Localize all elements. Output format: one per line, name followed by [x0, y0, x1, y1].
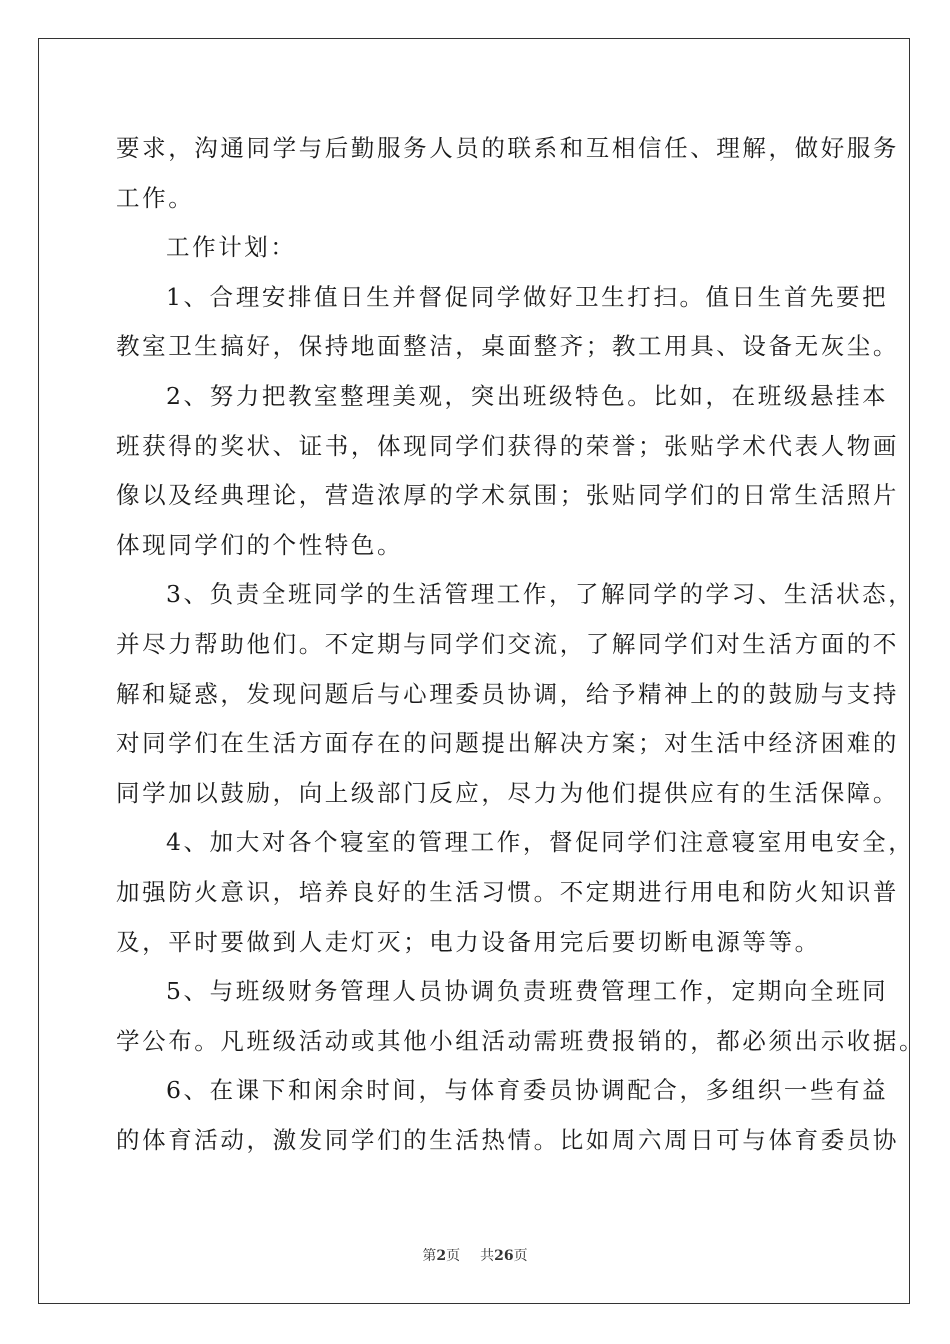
text-line: 加强防火意识，培养良好的生活习惯。不定期进行用电和防火知识普	[116, 877, 899, 906]
text-line: 及，平时要做到人走灯灭；电力设备用完后要切断电源等等。	[116, 927, 821, 956]
text-line: 工作。	[116, 183, 195, 212]
text-line: 像以及经典理论，营造浓厚的学术氛围；张贴同学们的日常生活照片	[116, 481, 899, 510]
text-line: 对同学们在生活方面存在的问题提出解决方案；对生活中经济困难的	[116, 729, 899, 758]
text-line: 教室卫生搞好，保持地面整洁，桌面整齐；教工用具、设备无灰尘。	[116, 332, 899, 361]
text-line: 体现同学们的个性特色。	[116, 530, 404, 559]
text-line: 班获得的奖状、证书，体现同学们获得的荣誉；张贴学术代表人物画	[116, 431, 899, 460]
text-line: 4、加大对各个寝室的管理工作，督促同学们注意寝室用电安全，	[166, 828, 915, 857]
document-body	[116, 124, 926, 1165]
page-footer	[0, 1245, 950, 1265]
text-line: 并尽力帮助他们。不定期与同学们交流，了解同学们对生活方面的不	[116, 629, 899, 658]
text-line: 2、努力把教室整理美观，突出班级特色。比如，在班级悬挂本	[166, 381, 889, 410]
text-line: 学公布。凡班级活动或其他小组活动需班费报销的，都必须出示收据。	[116, 1026, 926, 1055]
text-line: 5、与班级财务管理人员协调负责班费管理工作，定期向全班同	[166, 977, 889, 1006]
text-line: 的体育活动，激发同学们的生活热情。比如周六周日可与体育委员协	[116, 1125, 899, 1154]
text-line: 1、合理安排值日生并督促同学做好卫生打扫。值日生首先要把	[166, 282, 889, 311]
text-line: 工作计划：	[166, 233, 297, 262]
text-line: 同学加以鼓励，向上级部门反应，尽力为他们提供应有的生活保障。	[116, 778, 899, 807]
text-line: 3、负责全班同学的生活管理工作，了解同学的学习、生活状态，	[166, 580, 915, 609]
page-total-label: 共26页	[480, 1248, 528, 1264]
text-line: 要求，沟通同学与后勤服务人员的联系和互相信任、理解，做好服务	[116, 134, 899, 162]
page-number-label: 第2页	[422, 1248, 461, 1264]
text-line: 解和疑惑，发现问题后与心理委员协调，给予精神上的的鼓励与支持	[116, 679, 899, 708]
text-line: 6、在课下和闲余时间，与体育委员协调配合，多组织一些有益	[166, 1076, 889, 1105]
